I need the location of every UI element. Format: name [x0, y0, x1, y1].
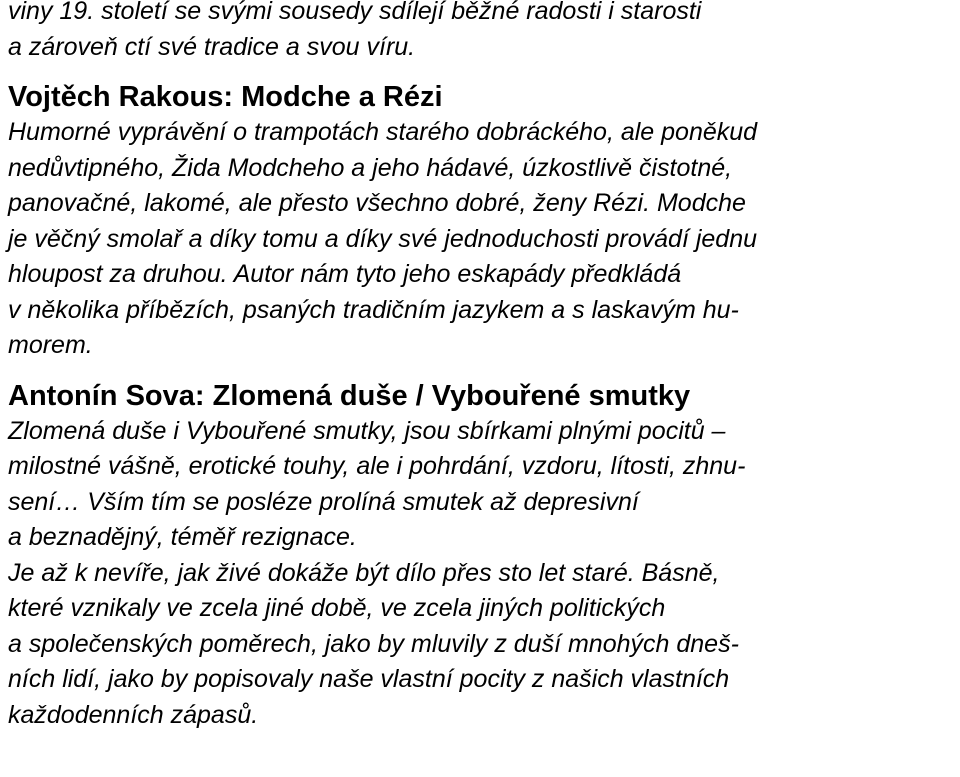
text-line: hloupost za druhou. Autor nám tyto jeho eskapády předkládá [8, 260, 682, 288]
text-line: panovačné, lakomé, ale přesto všechno dobré, ženy Rézi. Modche [8, 189, 746, 217]
text-line: milostné vášně, erotické touhy, ale i pohrdání, vzdoru, lítosti, zhnu- [8, 452, 746, 480]
text-line: morem. [8, 331, 93, 359]
text-line: Je až k nevíře, jak živé dokáže být dílo přes sto let staré. Básně, [8, 558, 720, 587]
text-line: nedůvtipného, Žida Modcheho a jeho hádavé, úzkostlivě čistotné, [8, 153, 733, 182]
text-line: které vznikaly ve zcela jiné době, ve zcela jiných politických [8, 594, 666, 622]
text-line: a společenských poměrech, jako by mluvily z duší mnohých dneš- [8, 629, 739, 658]
text-line: a beznadějný, téměř rezignace. [8, 523, 357, 551]
text-line: sení… Vším tím se posléze prolíná smutek až depresivní [8, 487, 639, 516]
book-description [8, 414, 960, 734]
text-line: Humorné vyprávění o trampotách starého dobráckého, ale poněkud [8, 118, 758, 146]
book-title: Antonín Sova: Zlomená duše / Vybouřené smutky [8, 379, 691, 412]
book-description [8, 115, 960, 364]
book-entry [8, 79, 960, 364]
intro-paragraph [8, 0, 960, 65]
text-line: a zároveň ctí své tradice a svou víru. [8, 32, 416, 61]
text-line: v několika příbězích, psaných tradičním jazykem a s laskavým hu- [8, 295, 739, 324]
text-line: každodenních zápasů. [8, 700, 259, 729]
text-line: ních lidí, jako by popisovaly naše vlastní pocity z našich vlastních [8, 665, 730, 693]
book-entry [8, 378, 960, 734]
text-line: viny 19. století se svými sousedy sdílejí běžné radosti i starosti [8, 0, 702, 25]
text-line: je věčný smolař a díky tomu a díky své jednoduchosti provádí jednu [8, 224, 758, 253]
text-line: Zlomená duše i Vybouřené smutky, jsou sbírkami plnými pocitů – [8, 416, 726, 445]
book-title: Vojtěch Rakous: Modche a Rézi [8, 81, 443, 113]
